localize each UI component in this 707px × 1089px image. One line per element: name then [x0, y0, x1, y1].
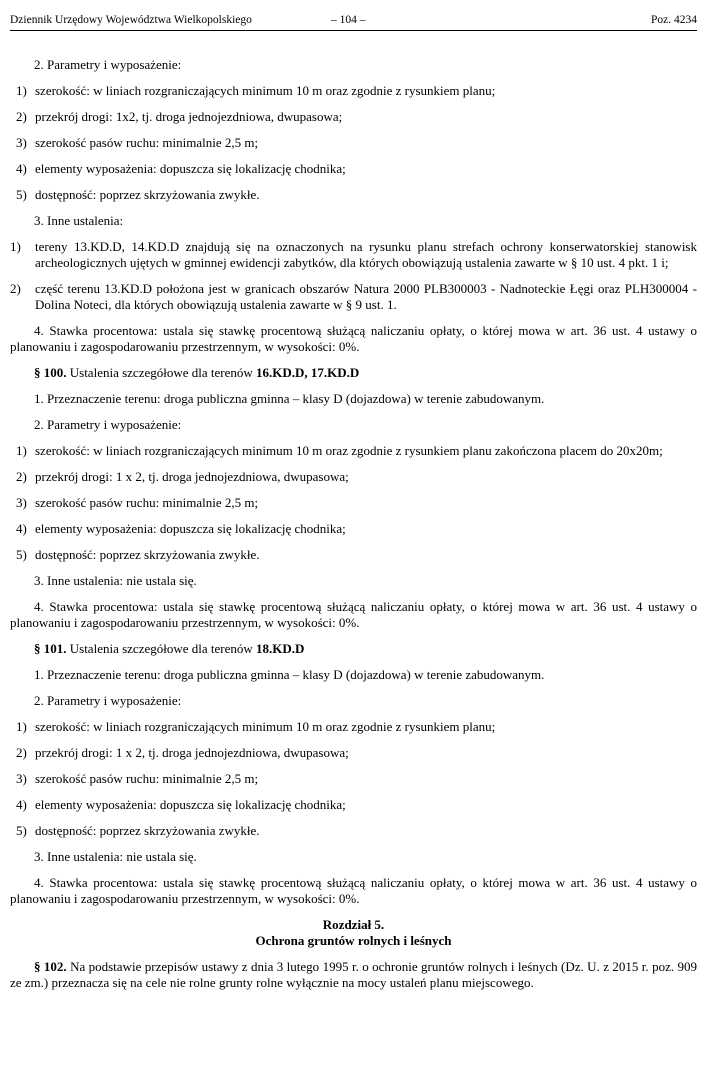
purpose-paragraph: 1. Przeznaczenie terenu: droga publiczna gminna – klasy D (dojazdowa) w terenie zabudowanym. [34, 391, 545, 406]
other-paragraph: 3. Inne ustalenia: nie ustala się. [34, 573, 197, 588]
section-number: § 100. [34, 365, 67, 380]
list-item [10, 547, 697, 563]
item-text: przekrój drogi: 1 x 2, tj. droga jednojezdniowa, dwupasowa; [35, 469, 349, 484]
list-item [10, 443, 697, 459]
item-text: elementy wyposażenia: dopuszcza się lokalizację chodnika; [35, 521, 346, 536]
rate-paragraph: 4. Stawka procentowa: ustala się stawkę procentową służącą naliczaniu opłaty, o której mowa w art. 36 ust. 4 ustawy o planowaniu i zagospodarowaniu przestrzennym, w wysokości: 0%. [10, 875, 697, 906]
item-text: szerokość: w liniach rozgraniczających minimum 10 m oraz zgodnie z rysunkiem planu; [35, 719, 496, 734]
section-title: Ustalenia szczegółowe dla terenów [69, 365, 253, 380]
params-heading: 2. Parametry i wyposażenie: [34, 693, 182, 708]
item-text: elementy wyposażenia: dopuszcza się lokalizację chodnika; [35, 797, 346, 812]
item-text: szerokość pasów ruchu: minimalnie 2,5 m; [35, 771, 259, 786]
list-item [10, 187, 697, 203]
other-paragraph: 3. Inne ustalenia: nie ustala się. [34, 849, 197, 864]
item-text: przekrój drogi: 1x2, tj. droga jednojezdniowa, dwupasowa; [35, 109, 343, 124]
item-number: 5) [16, 187, 27, 202]
section-number: § 101. [34, 641, 67, 656]
item-text: tereny 13.KD.D, 14.KD.D znajdują się na oznaczonych na rysunku planu strefach ochrony konserwatorskiej stanowisk archeologicznych ujętych w gminnej ewidencji zabytków, dla których obowiązują ustalenia zawarte w § 10 ust. 4 pkt. 1 i; [35, 239, 697, 270]
list-item [10, 83, 697, 99]
item-number: 2) [16, 469, 27, 484]
item-number: 3) [16, 135, 27, 150]
item-number: 5) [16, 823, 27, 838]
list-item [10, 495, 697, 511]
item-number: 3) [16, 495, 27, 510]
section-heading [10, 641, 697, 657]
item-number: 3) [16, 771, 27, 786]
chapter-number: Rozdział 5. [322, 917, 385, 932]
item-text: szerokość: w liniach rozgraniczających minimum 10 m oraz zgodnie z rysunkiem planu; [35, 83, 496, 98]
item-text: szerokość pasów ruchu: minimalnie 2,5 m; [35, 495, 259, 510]
list-item [10, 135, 697, 151]
rate-paragraph: 4. Stawka procentowa: ustala się stawkę procentową służącą naliczaniu opłaty, o której mowa w art. 36 ust. 4 ustawy o planowaniu i zagospodarowaniu przestrzennym, w wysokości: 0%. [10, 323, 697, 354]
journal-title: Dziennik Urzędowy Województwa Wielkopolskiego [10, 14, 252, 26]
list-item [10, 239, 697, 271]
other-heading: 3. Inne ustalenia: [34, 213, 124, 228]
section-title: Ustalenia szczegółowe dla terenów [69, 641, 253, 656]
item-text: elementy wyposażenia: dopuszcza się lokalizację chodnika; [35, 161, 346, 176]
item-text: dostępność: poprzez skrzyżowania zwykłe. [35, 547, 260, 562]
item-number: 1) [10, 239, 21, 254]
position-number: Poz. 4234 [651, 14, 697, 26]
item-text: przekrój drogi: 1 x 2, tj. droga jednojezdniowa, dwupasowa; [35, 745, 349, 760]
item-number: 4) [16, 521, 27, 536]
item-text: część terenu 13.KD.D położona jest w granicach obszarów Natura 2000 PLB300003 - Nadnoteckie Łęgi oraz PLH300004 - Dolina Noteci, dla których obowiązują ustalenia zawarte w § 9 ust. 1. [35, 281, 697, 312]
item-text: dostępność: poprzez skrzyżowania zwykłe. [35, 823, 260, 838]
item-number: 2) [16, 745, 27, 760]
purpose-paragraph: 1. Przeznaczenie terenu: droga publiczna gminna – klasy D (dojazdowa) w terenie zabudowanym. [34, 667, 545, 682]
item-number: 2) [10, 281, 21, 296]
list-item [10, 469, 697, 485]
item-number: 1) [16, 83, 27, 98]
list-item [10, 281, 697, 313]
item-number: 2) [16, 109, 27, 124]
list-item [10, 745, 697, 761]
item-text: dostępność: poprzez skrzyżowania zwykłe. [35, 187, 260, 202]
section-heading [10, 365, 697, 381]
item-number: 4) [16, 797, 27, 812]
chapter-title: Ochrona gruntów rolnych i leśnych [255, 933, 452, 948]
item-number: 1) [16, 719, 27, 734]
list-item [10, 521, 697, 537]
page-header [10, 12, 697, 31]
chapter-heading [10, 917, 697, 949]
list-item [10, 719, 697, 735]
item-text: szerokość pasów ruchu: minimalnie 2,5 m; [35, 135, 259, 150]
params-heading: 2. Parametry i wyposażenie: [34, 417, 182, 432]
list-item [10, 797, 697, 813]
item-number: 1) [16, 443, 27, 458]
section-text: Na podstawie przepisów ustawy z dnia 3 lutego 1995 r. o ochronie gruntów rolnych i leśnych (Dz. U. z 2015 r. poz. 909 ze zm.) przeznacza się na cele nie rolne grunty rolne wyłącznie na mocy ustaleń planu miejscowego. [10, 959, 697, 990]
document-body [10, 57, 697, 1001]
section-paragraph [10, 959, 697, 991]
list-item [10, 109, 697, 125]
item-text: szerokość: w liniach rozgraniczających minimum 10 m oraz zgodnie z rysunkiem planu zakończona placem do 20x20m; [35, 443, 663, 458]
page-number: – 104 – [331, 14, 366, 26]
list-item [10, 771, 697, 787]
section-areas: 16.KD.D, 17.KD.D [256, 365, 360, 380]
section-areas: 18.KD.D [256, 641, 305, 656]
item-number: 4) [16, 161, 27, 176]
item-number: 5) [16, 547, 27, 562]
list-item [10, 823, 697, 839]
list-item [10, 161, 697, 177]
rate-paragraph: 4. Stawka procentowa: ustala się stawkę procentową służącą naliczaniu opłaty, o której mowa w art. 36 ust. 4 ustawy o planowaniu i zagospodarowaniu przestrzennym, w wysokości: 0%. [10, 599, 697, 630]
params-heading: 2. Parametry i wyposażenie: [34, 57, 182, 72]
section-number: § 102. [34, 959, 67, 974]
